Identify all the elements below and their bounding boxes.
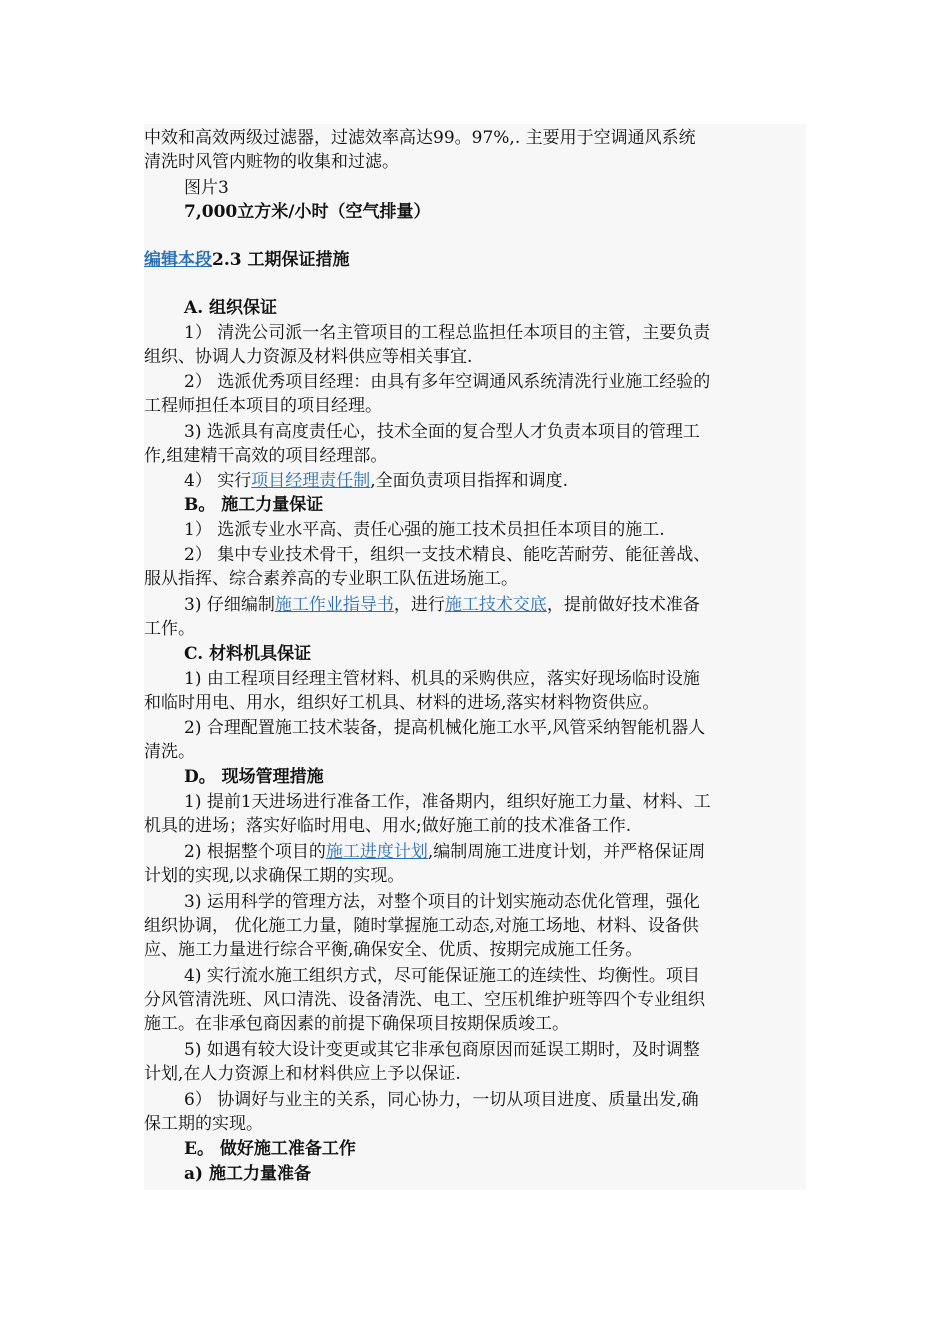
subheading-e-a: a) 施工力量准备	[184, 1164, 311, 1184]
text-line: 应、施工力量进行综合平衡,确保安全、优质、按期完成施工任务。	[144, 940, 643, 960]
document-body	[144, 124, 806, 1190]
text-line: 4） 实行项目经理责任制,全面负责项目指挥和调度.	[184, 471, 569, 491]
text-line: 计划的实现,以求确保工期的实现。	[144, 866, 405, 886]
link-technical-briefing[interactable]: 施工技术交底	[444, 595, 547, 615]
text-line: 2） 选派优秀项目经理：由具有多年空调通风系统清洗行业施工经验的	[184, 372, 711, 392]
heading-b: B。 施工力量保证	[184, 495, 324, 515]
section-heading	[144, 248, 806, 273]
text-line: 1) 提前1天进场进行准备工作，准备期内，组织好施工力量、材料、工	[184, 792, 711, 812]
heading-c: C. 材料机具保证	[184, 644, 312, 664]
edit-section-link[interactable]: 编辑本段	[144, 250, 212, 270]
text-line: 6） 协调好与业主的关系，同心协力，一切从项目进度、质量出发,确	[184, 1090, 699, 1110]
text-line: 施工。在非承包商因素的前提下确保项目按期保质竣工。	[144, 1014, 569, 1034]
text-line: 4) 实行流水施工组织方式，尽可能保证施工的连续性、均衡性。项目	[184, 966, 700, 986]
text-line: 清洗时风管内赃物的收集和过滤。	[144, 152, 399, 172]
link-construction-schedule[interactable]: 施工进度计划	[325, 842, 428, 862]
image-caption: 图片3	[184, 178, 229, 198]
link-work-instruction[interactable]: 施工作业指导书	[274, 595, 394, 615]
text-line: 工程师担任本项目的项目经理。	[144, 396, 382, 416]
heading-e: E。 做好施工准备工作	[184, 1139, 356, 1159]
text-line: 3) 选派具有高度责任心，技术全面的复合型人才负责本项目的管理工	[184, 422, 700, 442]
text-line: 保工期的实现。	[144, 1114, 263, 1134]
link-project-manager-responsibility[interactable]: 项目经理责任制	[251, 471, 371, 491]
text-line: 2) 根据整个项目的施工进度计划,编制周施工进度计划，并严格保证周	[184, 842, 706, 862]
heading-d: D。 现场管理措施	[184, 767, 324, 787]
text-line: 2) 合理配置施工技术装备，提高机械化施工水平,风管采纳智能机器人	[184, 718, 706, 738]
capacity-label: 7,000立方米/小时（空气排量）	[184, 202, 431, 222]
text-line: 清洗。	[144, 742, 195, 762]
text-line: 工作。	[144, 619, 195, 639]
text-line: 3) 仔细编制施工作业指导书，进行施工技术交底，提前做好技术准备	[184, 595, 700, 615]
text-line: 计划,在人力资源上和材料供应上予以保证.	[144, 1064, 461, 1084]
text-line: 组织、协调人力资源及材料供应等相关事宜.	[144, 347, 473, 367]
text-line: 组织协调， 优化施工力量，随时掌握施工动态,对施工场地、材料、设备供	[144, 916, 699, 936]
text-line: 3) 运用科学的管理方法，对整个项目的计划实施动态优化管理，强化	[184, 892, 700, 912]
text-line: 5) 如遇有较大设计变更或其它非承包商原因而延误工期时，及时调整	[184, 1040, 700, 1060]
text-line: 作,组建精干高效的项目经理部。	[144, 446, 388, 466]
heading-a: A. 组织保证	[184, 298, 278, 318]
text-line: 1) 由工程项目经理主管材料、机具的采购供应，落实好现场临时设施	[184, 669, 700, 689]
text-line: 分风管清洗班、风口清洗、设备清洗、电工、空压机维护班等四个专业组织	[144, 990, 705, 1010]
text-line: 中效和高效两级过滤器，过滤效率高达99。97%,. 主要用于空调通风系统	[144, 128, 696, 148]
text-line: 和临时用电、用水，组织好工机具、材料的进场,落实材料物资供应。	[144, 693, 660, 713]
text-line: 1） 选派专业水平高、责任心强的施工技术员担任本项目的施工.	[184, 520, 665, 540]
text-line: 机具的进场；落实好临时用电、用水;做好施工前的技术准备工作.	[144, 816, 632, 836]
text-line: 服从指挥、综合素养高的专业职工队伍进场施工。	[144, 569, 518, 589]
text-line: 1） 清洗公司派一名主管项目的工程总监担任本项目的主管，主要负责	[184, 323, 711, 343]
text-line: 2） 集中专业技术骨干，组织一支技术精良、能吃苦耐劳、能征善战、	[184, 545, 711, 565]
section-title: 2.3 工期保证措施	[212, 250, 350, 270]
